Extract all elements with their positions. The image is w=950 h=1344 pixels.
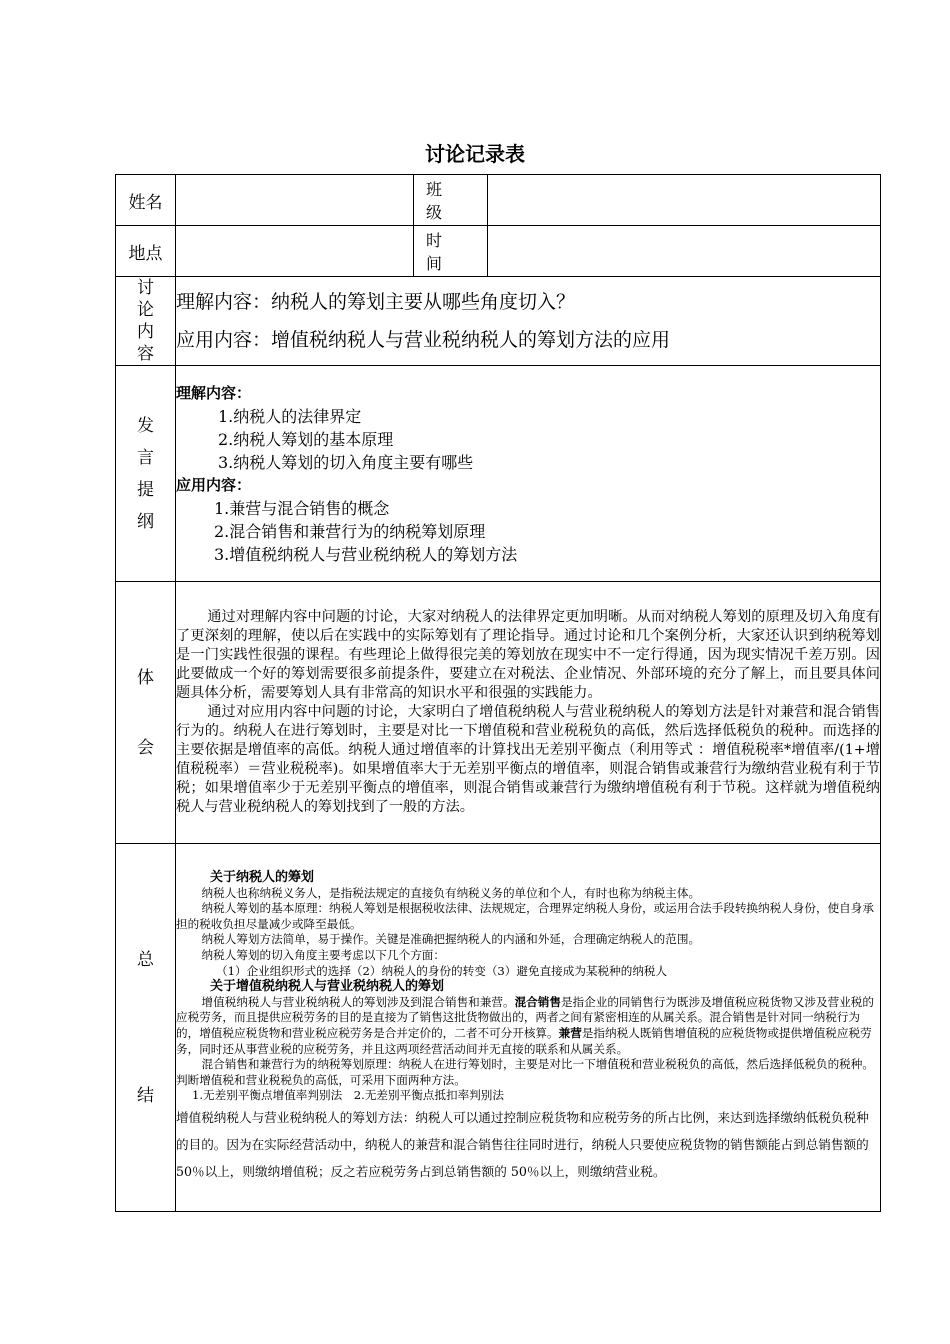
outline-item: 1.纳税人的法律界定 bbox=[218, 406, 362, 426]
experience-content bbox=[176, 582, 881, 844]
summary-methods: 1.无差别平衡点增值率判别法 2.无差别平衡点抵扣率判别法 bbox=[192, 1088, 504, 1103]
summary-text: 混合销售和兼营行为的纳税筹划原理：纳税人在进行筹划时，主要是对比一下增值税和营业税税负的高低，然后选择低税负的税种。判断增值税和营业税税负的高低，可采用下面两种方法。 bbox=[176, 1057, 874, 1087]
summary-text: 纳税人筹划的基本原理：纳税人筹划是根据税收法律、法规规定，合理界定纳税人身份，或运用合法手段转换纳税人身份，使自身承担的税收负担尽量减少或降至最低。 bbox=[176, 901, 874, 931]
row-place-time bbox=[116, 226, 881, 277]
summary-heading-1: 关于纳税人的筹划 bbox=[210, 870, 315, 886]
outline-item: 2.混合销售和兼营行为的纳税筹划原理 bbox=[214, 521, 486, 541]
row-topic bbox=[116, 277, 881, 366]
place-value[interactable] bbox=[176, 226, 414, 277]
topic-application: 应用内容：增值税纳税人与营业税纳税人的筹划方法的应用 bbox=[176, 329, 671, 351]
class-value[interactable] bbox=[488, 175, 881, 226]
time-label: 时 间 bbox=[414, 226, 488, 277]
row-name-class bbox=[116, 175, 881, 226]
term-concurrent-operation: 兼营 bbox=[558, 1025, 582, 1040]
term-mixed-sales: 混合销售 bbox=[514, 994, 561, 1009]
outline-item: 1.兼营与混合销售的概念 bbox=[214, 498, 390, 518]
outline-item: 2.纳税人筹划的基本原理 bbox=[218, 429, 394, 449]
name-label: 姓名 bbox=[116, 175, 176, 226]
discussion-record-table bbox=[115, 174, 881, 1212]
outline-item: 3.纳税人筹划的切入角度主要有哪些 bbox=[218, 452, 474, 472]
time-value[interactable] bbox=[488, 226, 881, 277]
summary-heading-2: 关于增值税纳税人与营业税纳税人的筹划 bbox=[210, 979, 445, 995]
experience-paragraph-1: 通过对理解内容中问题的讨论，大家对纳税人的法律界定更加明晰。从而对纳税人筹划的原理及切入角度有了更深刻的理解，使以后在实践中的实际筹划有了理论指导。通过讨论和几个案例分析，大家还认识到纳税筹划是一门实践性很强的课程。有些理论上做得很完美的筹划放在现实中不一定行得通，因为现实情况千差万别。因此要做成一个好的筹划需要很多前提条件，要建立在对税法、企业情况、外部环境的充分了解上，而且要具体问题具体分析，需要筹划人具有非常高的知识水平和很强的实践能力。 bbox=[176, 609, 880, 701]
summary-text: 增值税纳税人与营业税纳税人的筹划方法：纳税人可以通过控制应税货物和应税劳务的所占比例，来达到选择缴纳低税负税种的目的。因为在实际经营活动中，纳税人的兼营和混合销售往往同时进行，纳税人只要使应税货物的销售额能占到总销售额的 50％以上，则缴纳增值税；反之若应税劳务占到总销售额的 50％以上，则缴纳营业税。 bbox=[176, 1109, 869, 1179]
summary-label: 总 结 bbox=[116, 844, 176, 1212]
topic-understanding: 理解内容：纳税人的筹划主要从哪些角度切入？ bbox=[176, 291, 576, 313]
experience-paragraph-2: 通过对应用内容中问题的讨论，大家明白了增值税纳税人与营业税纳税人的筹划方法是针对兼营和混合销售行为的。纳税人在进行筹划时，主要是对比一下增值税和营业税税负的高低，然后选择低税负的税种。而选择的主要依据是增值率的高低。纳税人通过增值率的计算找出无差别平衡点（利用等式 ：增值税税率*增值率/(1+增值税税率）＝营业税税率)。如果增值率大于无差别平衡点的增值率，则混合销售或兼营行为缴纳营业税有利于节税；如果增值率少于无差别平衡点的增值率，则混合销售或兼营行为缴纳增值税有利于节税。这样就为增值税纳税人与营业税纳税人的筹划找到了一般的方法。 bbox=[176, 704, 880, 815]
row-outline bbox=[116, 366, 881, 582]
summary-text: 增值税纳税人与营业税纳税人的筹划涉及到混合销售和兼营。混合销售是指企业的同销售行为既涉及增值税应税货物又涉及营业税的应税劳务，而且提供应税劳务的目的是直接为了销售这批货物做出的，两者之间有紧密相连的从属关系。混合销售是针对同一纳税行为的，增值税应税货物和营业税应税劳务是合并定价的，二者不可分开核算。兼营是指纳税人既销售增值税的应税货物或提供增值税应税劳务，同时还从事营业税的应税劳务，并且这两项经营活动间并无直接的联系和从属关系。 bbox=[176, 994, 874, 1056]
outline-label: 发 言 提 纲 bbox=[116, 366, 176, 582]
summary-text: 纳税人也称纳税义务人，是指税法规定的直接负有纳税义务的单位和个人，有时也称为纳税主体。 bbox=[201, 885, 701, 900]
outline-content bbox=[176, 366, 881, 582]
place-label: 地点 bbox=[116, 226, 176, 277]
topic-content bbox=[176, 277, 881, 366]
summary-text: （1）企业组织形式的选择（2）纳税人的身份的转变（3）避免直接成为某税种的纳税人 bbox=[216, 963, 668, 978]
outline-item: 3.增值税纳税人与营业税纳税人的筹划方法 bbox=[214, 544, 518, 564]
outline-application-head: 应用内容： bbox=[176, 475, 252, 494]
name-value[interactable] bbox=[176, 175, 414, 226]
experience-label: 体 会 bbox=[116, 582, 176, 844]
outline-understanding-head: 理解内容： bbox=[176, 383, 252, 402]
topic-label: 讨 论 内 容 bbox=[116, 277, 176, 366]
summary-text: 纳税人筹划方法简单，易于操作。关键是准确把握纳税人的内涵和外延，合理确定纳税人的范围。 bbox=[201, 932, 701, 947]
page-title: 讨论记录表 bbox=[425, 142, 525, 166]
row-summary bbox=[116, 844, 881, 1212]
summary-content bbox=[176, 844, 881, 1212]
class-label: 班 级 bbox=[414, 175, 488, 226]
row-experience bbox=[116, 582, 881, 844]
summary-text: 纳税人筹划的切入角度主要考虑以下几个方面： bbox=[201, 948, 445, 963]
